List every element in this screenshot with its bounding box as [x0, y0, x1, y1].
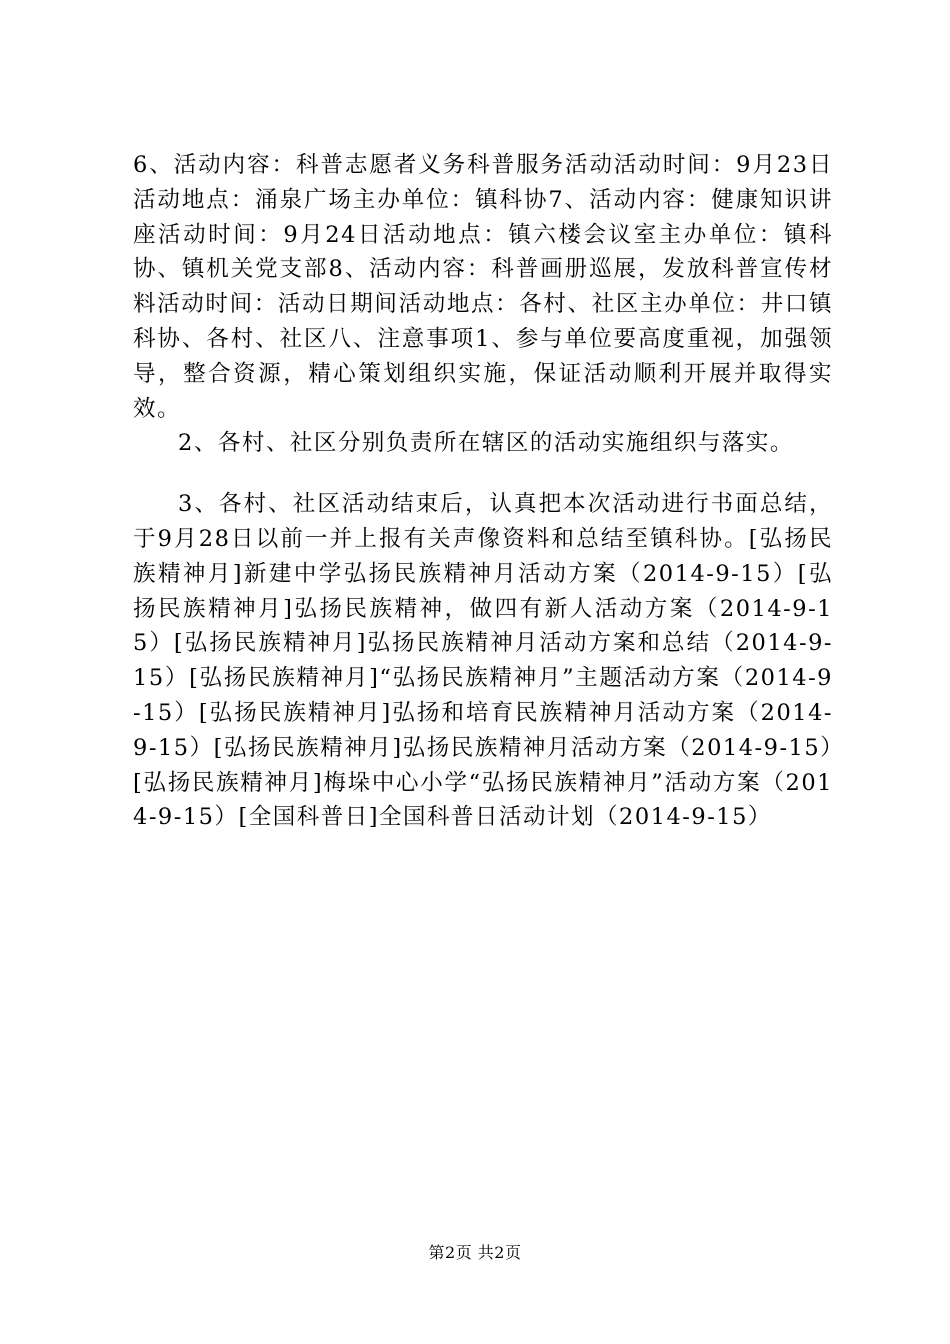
document-body: [133, 148, 833, 835]
paragraph-responsibility: 2、各村、社区分别负责所在辖区的活动实施组织与落实。: [178, 430, 794, 457]
paragraph-summary: 3、各村、社区活动结束后，认真把本次活动进行书面总结，于9月28日以前一并上报有关声像资料和总结至镇科协。[弘扬民族精神月]新建中学弘扬民族精神月活动方案（2014-9-15）[弘扬民族精神月]弘扬民族精神，做四有新人活动方案（2014-9-15）[弘扬民族精神月]弘扬民族精神月活动方案和总结（2014-9-15）[弘扬民族精神月]“弘扬民族精神月”主题活动方案（2014-9-15）[弘扬民族精神月]弘扬和培育民族精神月活动方案（2014-9-15）[弘扬民族精神月]弘扬民族精神月活动方案（2014-9-15）[弘扬民族精神月]梅垛中心小学“弘扬民族精神月”活动方案（2014-9-15）[全国科普日]全国科普日活动计划（2014-9-15）: [133, 491, 833, 831]
page-number-footer: 第2页 共2页: [428, 1243, 522, 1262]
paragraph-activities: 6、活动内容：科普志愿者义务科普服务活动活动时间：9月23日活动地点：涌泉广场主办单位：镇科协7、活动内容：健康知识讲座活动时间：9月24日活动地点：镇六楼会议室主办单位：镇科协、镇机关党支部8、活动内容：科普画册巡展，发放科普宣传材料活动时间：活动日期间活动地点：各村、社区主办单位：井口镇科协、各村、社区八、注意事项1、参与单位要高度重视，加强领导，整合资源，精心策划组织实施，保证活动顺利开展并取得实效。: [133, 152, 833, 422]
